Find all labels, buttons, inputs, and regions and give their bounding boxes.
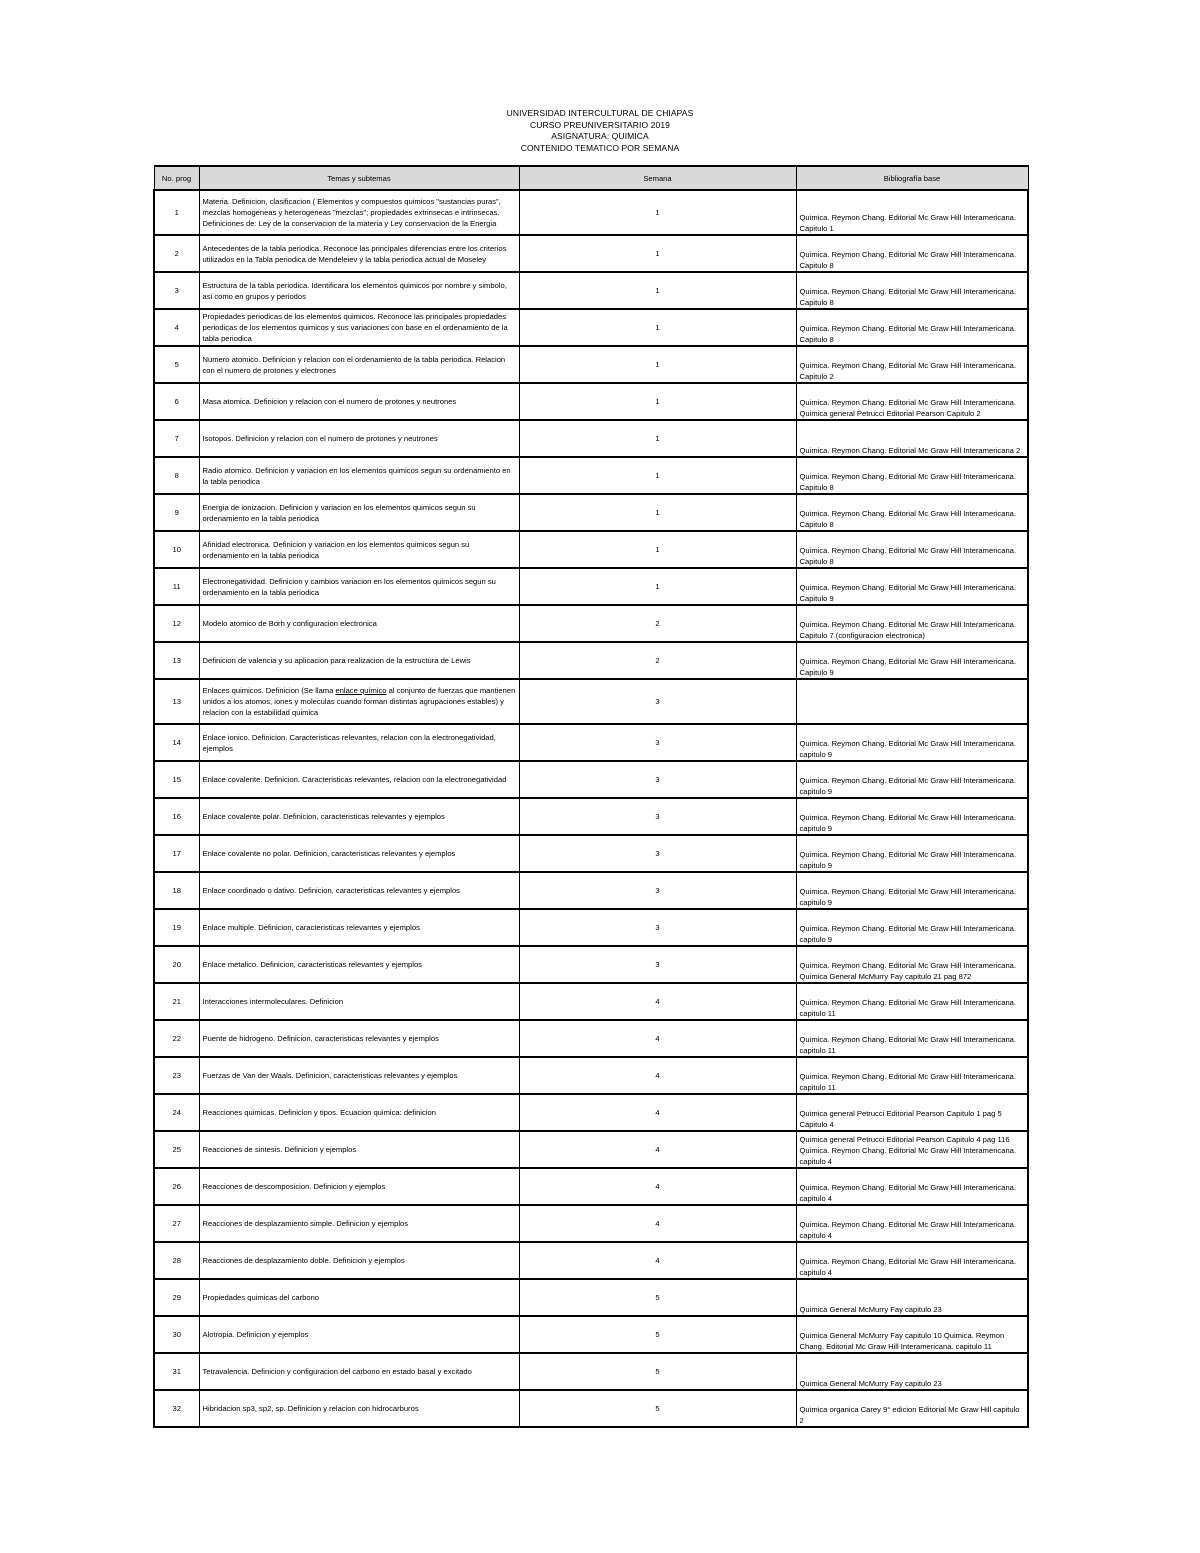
row-number: 25: [154, 1131, 199, 1168]
row-week: 1: [519, 420, 796, 457]
col-header-num: No. prog: [154, 166, 199, 190]
row-bibliography: Quimica General McMurry Fay capitulo 23: [796, 1353, 1028, 1390]
table-row: [154, 798, 1028, 835]
row-bibliography: Quimica. Reymon Chang. Editorial Mc Graw Hill Interamericana. capitulo 9: [796, 724, 1028, 761]
row-topic-underlined-term: enlace químico: [335, 686, 387, 695]
row-topic: Enlace metalico. Definicion, caracteristicas relevantes y ejemplos: [199, 946, 519, 983]
table-row: [154, 1131, 1028, 1168]
table-row: [154, 346, 1028, 383]
row-bibliography: Quimica. Reymon Chang. Editorial Mc Graw Hill Interamericana. capitulo 4: [796, 1168, 1028, 1205]
row-bibliography: Quimica. Reymon Chang. Editorial Mc Graw Hill Interamericana. Capitulo 8: [796, 235, 1028, 272]
row-week: 1: [519, 494, 796, 531]
row-bibliography: Quimica. Reymon Chang. Editorial Mc Graw Hill Interamericana. Capitulo 7 (configuracion electronica): [796, 605, 1028, 642]
row-week: 1: [519, 272, 796, 309]
table-row: [154, 568, 1028, 605]
row-topic: Enlace ionico. Definicion. Caracteristicas relevantes, relacion con la electronegatividad, ejemplos: [199, 724, 519, 761]
table-row: [154, 494, 1028, 531]
table-row: [154, 835, 1028, 872]
row-topic: Reacciones de desplazamiento doble. Definicion y ejemplos: [199, 1242, 519, 1279]
row-topic: Estructura de la tabla periodica. Identificara los elementos quimicos por nombre y simbolo, asi como en grupos y periodos: [199, 272, 519, 309]
row-week: 4: [519, 1020, 796, 1057]
row-bibliography: Quimica. Reymon Chang. Editorial Mc Graw Hill Interamericana. Capitulo 9: [796, 568, 1028, 605]
row-week: 3: [519, 761, 796, 798]
row-topic: Masa atomica. Definicion y relacion con el numero de protones y neutrones: [199, 383, 519, 420]
row-number: 9: [154, 494, 199, 531]
table-row: [154, 724, 1028, 761]
row-topic: Modelo atomico de Borh y configuracion electronica: [199, 605, 519, 642]
row-topic: Reacciones de descomposicion. Definicion y ejemplos: [199, 1168, 519, 1205]
row-week: 4: [519, 1094, 796, 1131]
course-name: CURSO PREUNIVERSITARIO 2019: [530, 119, 670, 130]
row-topic: Enlace coordinado o dativo. Definicion, caracteristicas relevantes y ejemplos: [199, 872, 519, 909]
row-topic-text: al conjunto de fuerzas que mantienen unidos a los atomos, iones y moleculas cuando forman distintas agrupaciones estables) y relacion con la estabilidad quimica: [202, 686, 516, 717]
subject-name: ASIGNATURA: QUIMICA: [551, 131, 649, 141]
col-header-bibliography: Bibliografía base: [796, 166, 1028, 190]
row-number: 18: [154, 872, 199, 909]
document-header: [0, 108, 1200, 154]
row-number: 28: [154, 1242, 199, 1279]
col-header-week: Semana: [519, 166, 796, 190]
row-topic: Enlace multiple. Definicion, caracteristicas relevantes y ejemplos: [199, 909, 519, 946]
row-week: 1: [519, 190, 796, 235]
row-number: 32: [154, 1390, 199, 1427]
row-number: 19: [154, 909, 199, 946]
row-topic: Reacciones de desplazamiento simple. Definicion y ejemplos: [199, 1205, 519, 1242]
table-row: [154, 983, 1028, 1020]
row-number: 3: [154, 272, 199, 309]
row-number: 14: [154, 724, 199, 761]
table-row: [154, 1279, 1028, 1316]
row-bibliography: [796, 679, 1028, 724]
table-row: [154, 642, 1028, 679]
row-week: 5: [519, 1316, 796, 1353]
table-row: [154, 1316, 1028, 1353]
row-bibliography: Quimica. Reymon Chang. Editorial Mc Graw Hill Interamericana. capitulo 9: [796, 909, 1028, 946]
table-row: [154, 605, 1028, 642]
row-number: 7: [154, 420, 199, 457]
row-number: 4: [154, 309, 199, 346]
table-body: [154, 190, 1028, 1427]
table-row: [154, 1390, 1028, 1427]
row-topic: Reacciones de sintesis. Definicion y ejemplos: [199, 1131, 519, 1168]
row-number: 27: [154, 1205, 199, 1242]
row-bibliography: Quimica general Petrucci Editorial Pearson Capitulo 4 pag 116 Quimica. Reymon Chang. Editorial Mc Graw Hill Interamericana. capitulo 4: [796, 1131, 1028, 1168]
row-bibliography: Quimica. Reymon Chang. Editorial Mc Graw Hill Interamericana. Capitulo 8: [796, 457, 1028, 494]
row-topic: Electronegatividad. Definicion y cambios variacion en los elementos quimicos segun su ordenamiento en la tabla periodica: [199, 568, 519, 605]
row-topic: Numero atomico. Definicion y relacion con el ordenamiento de la tabla periodica. Relacion con el numero de protones y electrones: [199, 346, 519, 383]
row-topic: Reacciones quimicas. Definicion y tipos. Ecuacion quimica: definicion: [199, 1094, 519, 1131]
document-title: CONTENIDO TEMATICO POR SEMANA: [520, 142, 680, 153]
row-topic: Propiedades periodicas de los elementos quimicos. Reconoce las principales propiedades periodicas de los elementos quimicos y sus variaciones con base en el ordenamiento de la tabla periodica: [199, 309, 519, 346]
table-row: [154, 1094, 1028, 1131]
row-week: 3: [519, 724, 796, 761]
row-bibliography: Quimica. Reymon Chang. Editorial Mc Graw Hill Interamericana. Capitulo 2: [796, 346, 1028, 383]
row-week: 4: [519, 1205, 796, 1242]
table-row: [154, 190, 1028, 235]
row-number: 2: [154, 235, 199, 272]
row-bibliography: Quimica. Reymon Chang. Editorial Mc Graw Hill Interamericana. Capitulo 8: [796, 309, 1028, 346]
row-topic: Tetravalencia. Definicion y configuracion del carbono en estado basal y excitado: [199, 1353, 519, 1390]
row-bibliography: Quimica. Reymon Chang. Editorial Mc Graw Hill Interamericana. capitulo 4: [796, 1205, 1028, 1242]
table-row: [154, 761, 1028, 798]
row-number: 26: [154, 1168, 199, 1205]
table-row: [154, 1057, 1028, 1094]
table-row: [154, 909, 1028, 946]
row-week: 1: [519, 309, 796, 346]
row-topic: Hibridacion sp3, sp2, sp. Definicion y relacion con hidrocarburos: [199, 1390, 519, 1427]
row-bibliography: Quimica. Reymon Chang. Editorial Mc Graw Hill Interamericana. Capitulo 8: [796, 531, 1028, 568]
row-topic: Radio atomico. Definicion y variacion en los elementos quimicos segun su ordenamiento en la tabla periodica: [199, 457, 519, 494]
row-week: 1: [519, 568, 796, 605]
row-number: 24: [154, 1094, 199, 1131]
row-bibliography: Quimica. Reymon Chang. Editorial Mc Graw Hill Interamericana. Capitulo 9: [796, 642, 1028, 679]
row-bibliography: Quimica. Reymon Chang. Editorial Mc Graw Hill Interamericana 2: [796, 420, 1028, 457]
col-header-topic: Temas y subtemas: [199, 166, 519, 190]
row-topic: Afinidad electronica. Definicion y variacion en los elementos quimicos segun su ordenamiento en la tabla periodica: [199, 531, 519, 568]
row-bibliography: Quimica. Reymon Chang. Editorial Mc Graw Hill Interamericana. capitulo 11: [796, 983, 1028, 1020]
table-row: [154, 1353, 1028, 1390]
table-row: [154, 383, 1028, 420]
row-number: 22: [154, 1020, 199, 1057]
row-week: 4: [519, 1168, 796, 1205]
row-week: 3: [519, 872, 796, 909]
row-week: 1: [519, 235, 796, 272]
row-number: 17: [154, 835, 199, 872]
table-row: [154, 1205, 1028, 1242]
row-bibliography: Quimica general Petrucci Editorial Pearson Capitulo 1 pag 5 Capitulo 4: [796, 1094, 1028, 1131]
table-row: [154, 309, 1028, 346]
row-week: 4: [519, 1242, 796, 1279]
row-topic: Enlace covalente polar. Definicion, caracteristicas relevantes y ejemplos: [199, 798, 519, 835]
row-bibliography: Quimica. Reymon Chang. Editorial Mc Graw Hill Interamericana. capitulo 11: [796, 1057, 1028, 1094]
row-number: 20: [154, 946, 199, 983]
row-week: 4: [519, 983, 796, 1020]
row-bibliography: Quimica. Reymon Chang. Editorial Mc Graw Hill Interamericana. capitulo 4: [796, 1242, 1028, 1279]
row-number: 5: [154, 346, 199, 383]
row-topic: Enlace covalente. Definicion. Caracteristicas relevantes, relacion con la electronegatividad: [199, 761, 519, 798]
table-header-row: [154, 166, 1028, 190]
row-week: 3: [519, 909, 796, 946]
table-row: [154, 272, 1028, 309]
table-row: [154, 679, 1028, 724]
row-topic: Antecedentes de la tabla periodica. Reconoce las principales diferencias entre los criterios utilizados en la Tabla periodica de Mendeleiev y la tabla periodica actual de Moseley: [199, 235, 519, 272]
row-week: 3: [519, 679, 796, 724]
row-bibliography: Quimica. Reymon Chang. Editorial Mc Graw Hill Interamericana. capitulo 11: [796, 1020, 1028, 1057]
row-week: 3: [519, 946, 796, 983]
row-bibliography: Quimica. Reymon Chang. Editorial Mc Graw Hill Interamericana. capitulo 9: [796, 872, 1028, 909]
row-week: 3: [519, 835, 796, 872]
table-row: [154, 457, 1028, 494]
table-row: [154, 1242, 1028, 1279]
row-bibliography: Quimica. Reymon Chang. Editorial Mc Graw Hill Interamericana. Quimica general Petrucci Editorial Pearson Capitulo 2: [796, 383, 1028, 420]
row-week: 1: [519, 457, 796, 494]
row-number: 6: [154, 383, 199, 420]
row-number: 12: [154, 605, 199, 642]
table-row: [154, 1168, 1028, 1205]
row-topic: Interacciones intermoleculares. Definicion: [199, 983, 519, 1020]
row-number: 13: [154, 679, 199, 724]
row-bibliography: Quimica. Reymon Chang. Editorial Mc Graw Hill Interamericana. Capitulo 1: [796, 190, 1028, 235]
row-week: 5: [519, 1390, 796, 1427]
row-bibliography: Quimica. Reymon Chang. Editorial Mc Graw Hill Interamericana. Capitulo 8: [796, 272, 1028, 309]
row-bibliography: Quimica. Reymon Chang. Editorial Mc Graw Hill Interamericana. capitulo 9: [796, 798, 1028, 835]
row-week: 4: [519, 1131, 796, 1168]
row-topic: Propiedades quimicas del carbono: [199, 1279, 519, 1316]
row-number: 21: [154, 983, 199, 1020]
row-number: 31: [154, 1353, 199, 1390]
university-name: UNIVERSIDAD INTERCULTURAL DE CHIAPAS: [506, 108, 694, 118]
syllabus-table: [153, 165, 1029, 1428]
row-number: 23: [154, 1057, 199, 1094]
row-number: 30: [154, 1316, 199, 1353]
row-topic: Isotopos. Definicion y relacion con el numero de protones y neutrones: [199, 420, 519, 457]
row-bibliography: Quimica. Reymon Chang. Editorial Mc Graw Hill Interamericana. capitulo 9: [796, 761, 1028, 798]
table-row: [154, 946, 1028, 983]
row-number: 1: [154, 190, 199, 235]
row-topic: Puente de hidrogeno. Definicion, caracteristicas relevantes y ejemplos: [199, 1020, 519, 1057]
row-week: 3: [519, 798, 796, 835]
row-number: 8: [154, 457, 199, 494]
row-topic-text: Enlaces quimicos. Definicion (Se llama: [202, 686, 336, 695]
row-topic: Definicion de valencia y su aplicacion para realizacion de la estructura de Lewis: [199, 642, 519, 679]
row-bibliography: Quimica organica Carey 9° edicion Editorial Mc Graw Hill capitulo 2: [796, 1390, 1028, 1427]
row-number: 10: [154, 531, 199, 568]
row-topic: Materia. Definicion, clasificacion ( Elementos y compuestos quimicos "sustancias puras", mezclas homogeneas y heterogeneas "mezclas"; propiedades extrinsecas e intrinsecas. Definiciones de: Ley de la conservacion de la materia y Ley conservacion de la Energia: [199, 190, 519, 235]
table-row: [154, 1020, 1028, 1057]
row-topic: Fuerzas de Van der Waals. Definicion, caracteristicas relevantes y ejemplos: [199, 1057, 519, 1094]
row-week: 4: [519, 1057, 796, 1094]
row-number: 13: [154, 642, 199, 679]
row-number: 15: [154, 761, 199, 798]
row-number: 16: [154, 798, 199, 835]
table-row: [154, 872, 1028, 909]
table-row: [154, 235, 1028, 272]
row-bibliography: Quimica. Reymon Chang. Editorial Mc Graw Hill Interamericana. Quimica General McMurry Fay capitulo 21 pag 872: [796, 946, 1028, 983]
row-number: 29: [154, 1279, 199, 1316]
row-week: 1: [519, 531, 796, 568]
row-week: 2: [519, 642, 796, 679]
row-week: 1: [519, 383, 796, 420]
row-bibliography: Quimica. Reymon Chang. Editorial Mc Graw Hill Interamericana. Capitulo 8: [796, 494, 1028, 531]
row-topic: Enlace covalente no polar. Definicion, caracteristicas relevantes y ejemplos: [199, 835, 519, 872]
table-row: [154, 420, 1028, 457]
row-topic: Alotropia. Definicion y ejemplos: [199, 1316, 519, 1353]
row-topic: Energia de ionizacion. Definicion y variacion en los elementos quimicos segun su ordenamiento en la tabla periodica: [199, 494, 519, 531]
row-bibliography: Quimica General McMurry Fay capitulo 10 Quimica. Reymon Chang. Editorial Mc Graw Hill Interamericana. capitulo 11: [796, 1316, 1028, 1353]
row-topic: [199, 679, 519, 724]
row-week: 5: [519, 1279, 796, 1316]
row-number: 11: [154, 568, 199, 605]
row-bibliography: Quimica General McMurry Fay capitulo 23: [796, 1279, 1028, 1316]
row-week: 2: [519, 605, 796, 642]
row-bibliography: Quimica. Reymon Chang. Editorial Mc Graw Hill Interamericana. capitulo 9: [796, 835, 1028, 872]
row-week: 1: [519, 346, 796, 383]
row-week: 5: [519, 1353, 796, 1390]
table-row: [154, 531, 1028, 568]
